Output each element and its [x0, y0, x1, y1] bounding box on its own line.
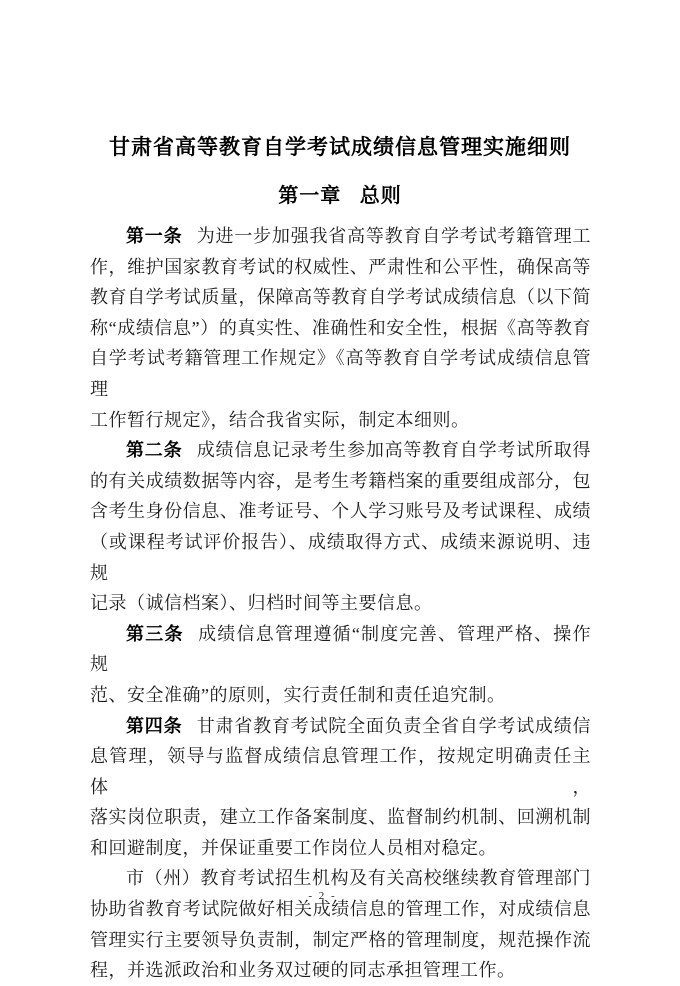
line-text: 甘肃省教育考试院全面负责全省自学考试成绩信 [196, 715, 592, 736]
line-text: 自学考试考籍管理工作规定》《高等教育自学考试成绩信息管理 [90, 348, 591, 399]
document-title: 甘肃省高等教育自学考试成绩信息管理实施细则 [109, 135, 571, 159]
text-line [90, 833, 591, 864]
text-line [90, 343, 591, 404]
line-text: 工作暂行规定》，结合我省实际，制定本细则。 [90, 409, 470, 430]
line-text: 作，维护国家教育考试的权威性、严肃性和公平性，确保高等 [90, 256, 591, 277]
line-text: 教育自学考试质量，保障高等教育自学考试成绩信息（以下简 [90, 287, 591, 308]
article-number: 第二条 [126, 440, 183, 461]
text-line [90, 405, 591, 436]
text-line [90, 588, 591, 619]
text-line [90, 680, 591, 711]
article-number: 第一条 [126, 226, 183, 246]
text-line [90, 925, 591, 956]
line-text: 含考生身份信息、准考证号、个人学习账号及考试课程、成绩 [90, 501, 591, 522]
line-text: 成绩信息记录考生参加高等教育自学考试所取得 [196, 440, 592, 461]
line-text: 协助省教育考试院做好相关成绩信息的管理工作，对成绩信息 [90, 899, 591, 920]
document-body [90, 221, 591, 986]
line-text: 程，并选派政治和业务双过硬的同志承担管理工作。 [90, 960, 516, 981]
line-text: 成绩信息管理遵循“制度完善、管理严格、操作规 [90, 623, 591, 675]
line-text: 落实岗位职责，建立工作备案制度、监督制约机制、回溯机制 [90, 807, 591, 828]
text-line [90, 221, 591, 252]
line-text: 记录（诚信档案）、归档时间等主要信息。 [90, 593, 433, 614]
line-text: 为进一步加强我省高等教育自学考试考籍管理工 [196, 226, 592, 246]
text-line [90, 435, 591, 466]
line-text: 和回避制度，并保证重要工作岗位人员相对稳定。 [90, 837, 497, 858]
chapter-heading: 第一章 总则 [278, 185, 402, 207]
text-line [90, 802, 591, 833]
text-line [90, 252, 591, 283]
text-line [90, 711, 591, 742]
text-line [90, 282, 591, 313]
page-number: - 2 - [308, 890, 337, 902]
text-line [90, 619, 591, 680]
line-text: 称“成绩信息”）的真实性、准确性和安全性，根据《高等教育 [90, 317, 591, 338]
line-text: 管理实行主要领导负责制，制定严格的管理制度，规范操作流 [90, 929, 591, 950]
article-number: 第四条 [126, 715, 183, 736]
text-line [90, 741, 591, 802]
line-text: 范、安全准确”的原则，实行责任制和责任追究制。 [90, 684, 506, 705]
line-text: （或课程考试评价报告）、成绩取得方式、成绩来源说明、违规 [90, 531, 591, 583]
text-line [90, 955, 591, 986]
text-line [90, 466, 591, 497]
line-text: 市（州）教育考试招生机构及有关高校继续教育管理部门 [126, 868, 591, 889]
article-number: 第三条 [126, 623, 184, 644]
line-text: 息管理，领导与监督成绩信息管理工作，按规定明确责任主体， [90, 746, 591, 797]
line-text: 的有关成绩数据等内容，是考生考籍档案的重要组成部分，包 [90, 470, 591, 491]
text-line [90, 313, 591, 344]
text-line [90, 527, 591, 588]
text-line [90, 496, 591, 527]
